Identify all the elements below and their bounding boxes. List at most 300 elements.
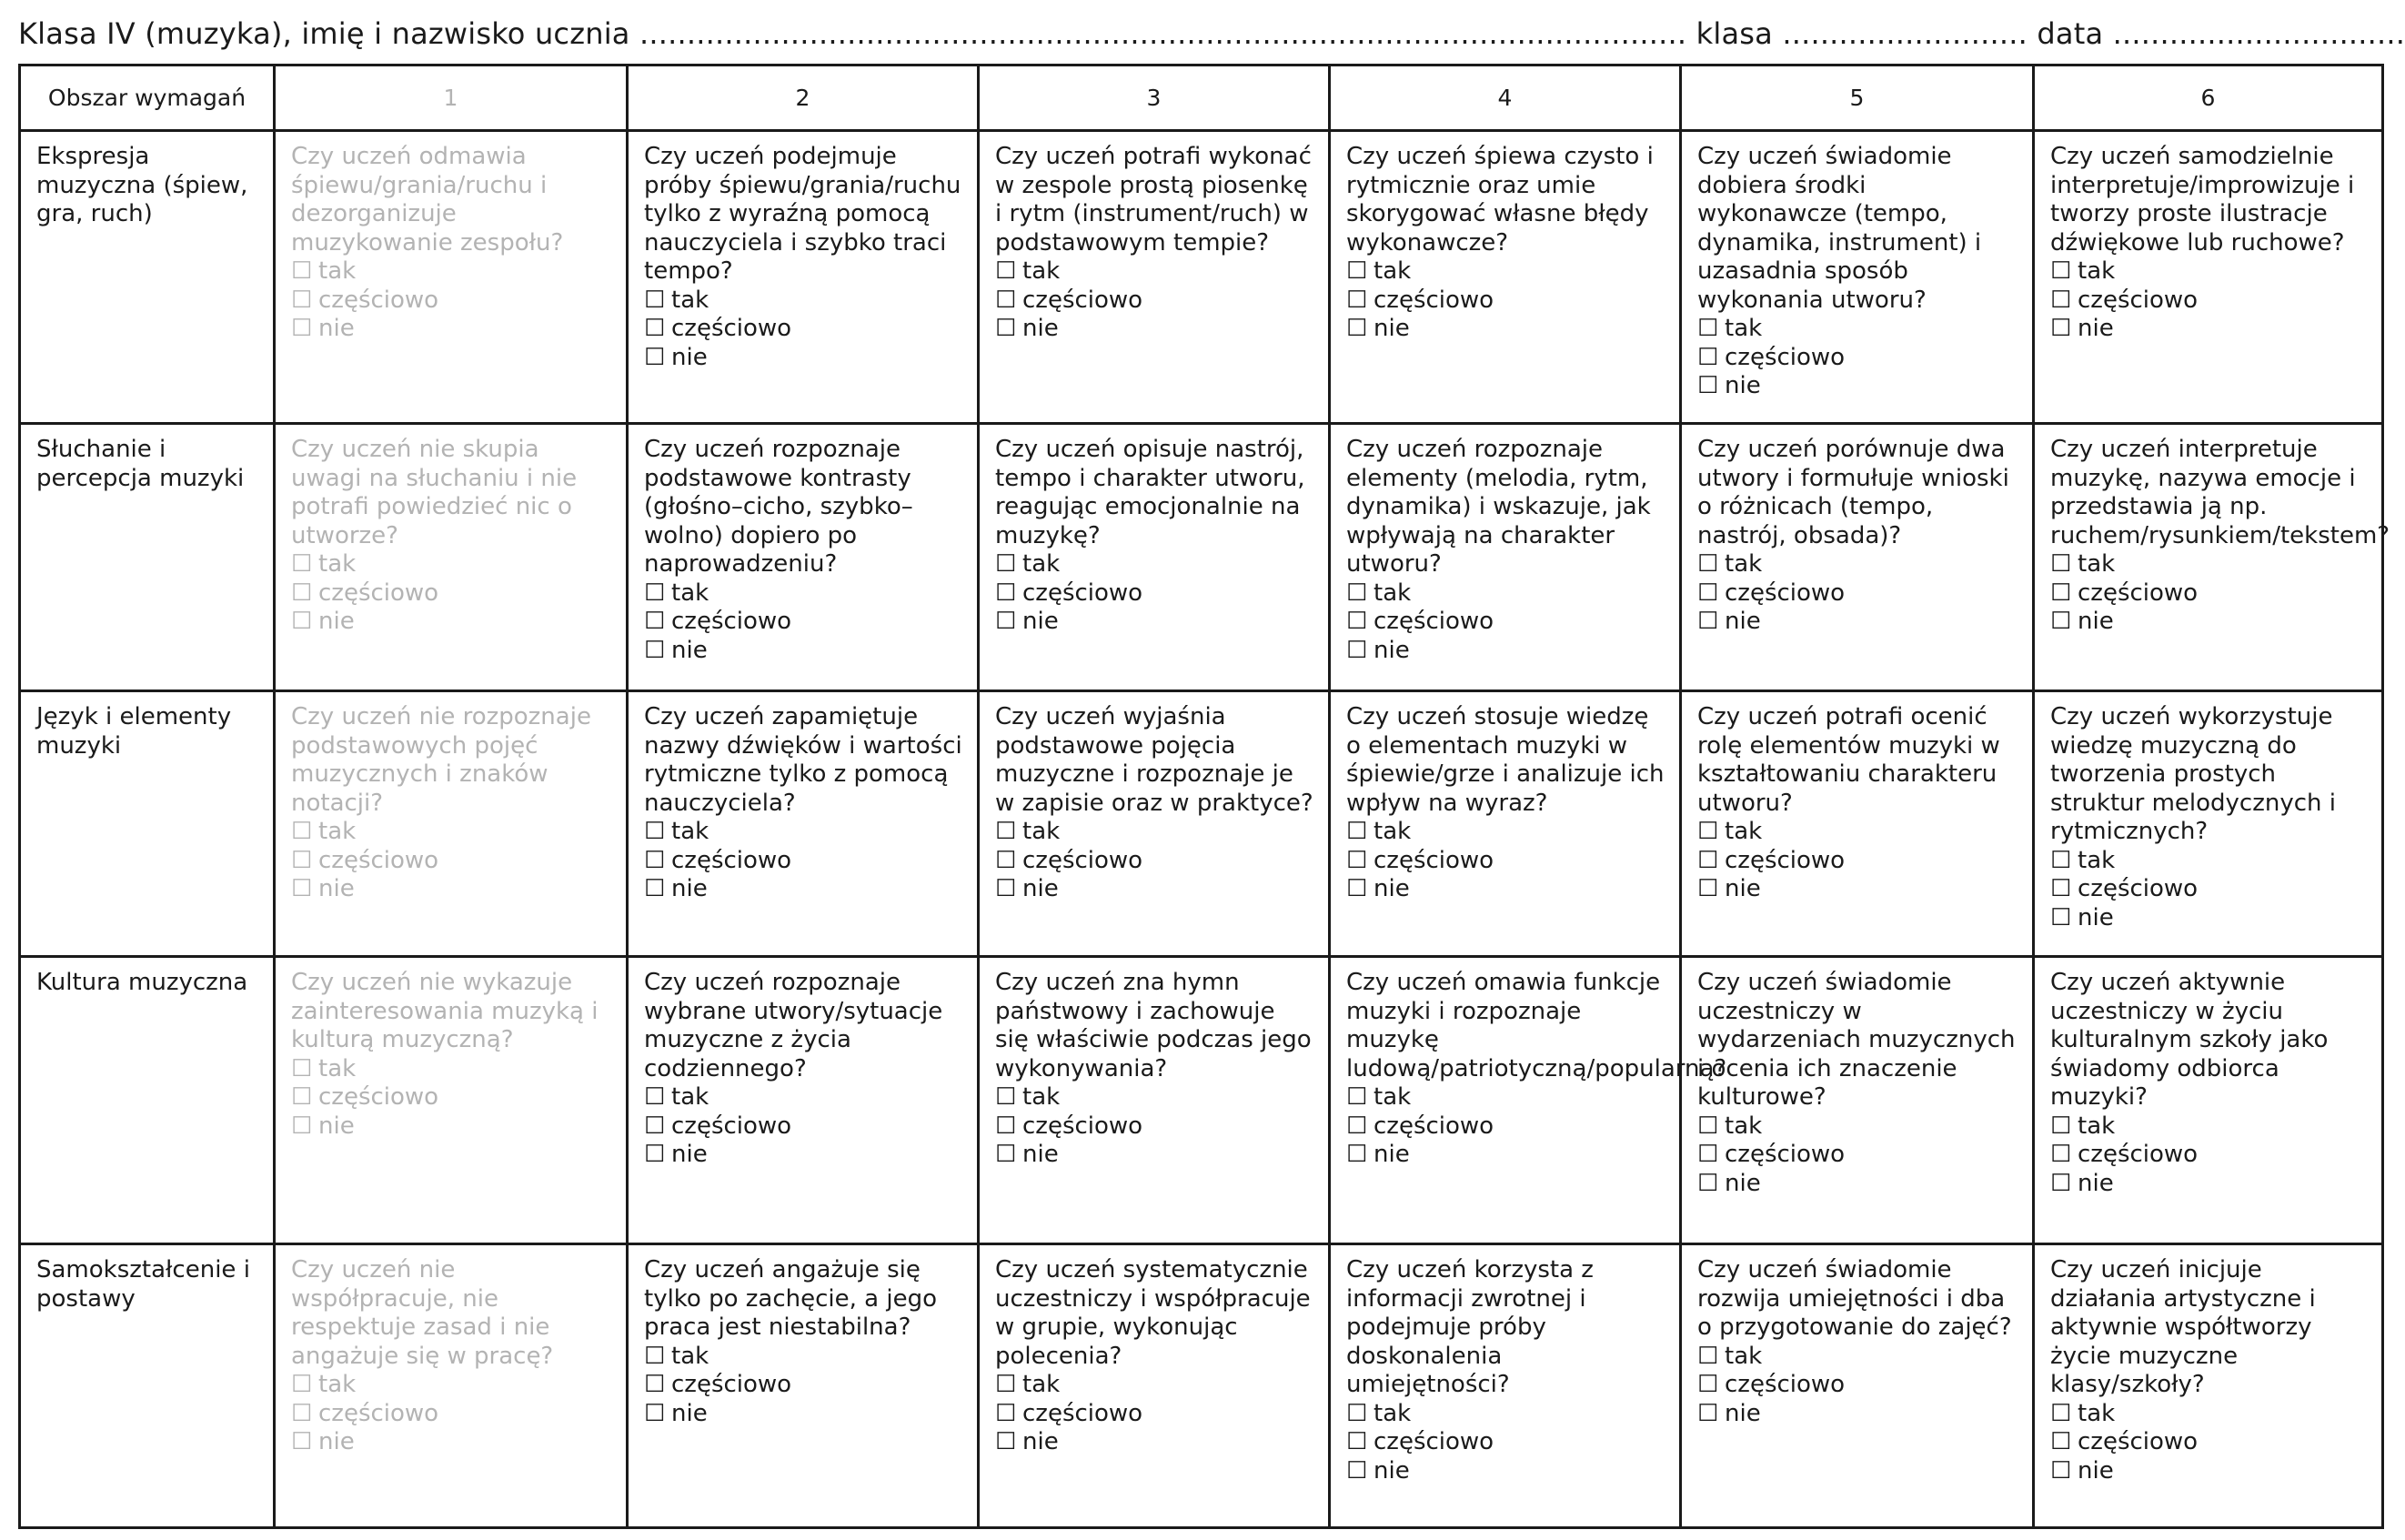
criteria-cell-grade-1 (275, 691, 628, 957)
worksheet-header (18, 13, 2405, 55)
criteria-cell-grade-3 (979, 691, 1330, 957)
checkbox-icon[interactable]: ☐ (1697, 315, 1719, 342)
answer-option[interactable] (1697, 315, 2019, 344)
answer-option-label: tak (2078, 1399, 2116, 1427)
checkbox-icon[interactable]: ☐ (1697, 1399, 1719, 1427)
answer-option[interactable] (291, 1055, 613, 1084)
criteria-cell-grade-1 (275, 424, 628, 691)
answer-option[interactable] (2050, 847, 2369, 876)
answer-option-label: częściowo (1022, 1399, 1143, 1427)
answer-option[interactable] (644, 1112, 964, 1142)
checkbox-icon[interactable]: ☐ (291, 818, 313, 845)
criteria-question: Czy uczeń nie rozpoznaje podstawowych pojęć muzycznych i znaków notacji? (291, 703, 591, 817)
answer-option[interactable] (1697, 344, 2019, 373)
checkbox-icon[interactable]: ☐ (1697, 1112, 1719, 1140)
criteria-question: Czy uczeń opisuje nastrój, tempo i charakter utworu, reagując emocjonalnie na muzykę? (995, 436, 1305, 549)
answer-option[interactable] (291, 1112, 613, 1142)
checkbox-icon[interactable]: ☐ (644, 1112, 666, 1140)
criteria-cell-grade-5 (1681, 131, 2034, 424)
answer-option[interactable] (995, 1371, 1315, 1400)
answer-option-label: częściowo (318, 1399, 439, 1427)
criteria-question: Czy uczeń nie wykazuje zainteresowania muzyką i kulturą muzyczną? (291, 969, 599, 1053)
answer-option[interactable] (291, 608, 613, 637)
requirement-area-label: Ekspresja muzyczna (śpiew, gra, ruch) (20, 131, 275, 424)
answer-option-label: nie (1022, 1428, 1059, 1455)
checkbox-icon[interactable]: ☐ (995, 608, 1017, 635)
checkbox-icon[interactable]: ☐ (995, 875, 1017, 902)
checkbox-icon[interactable]: ☐ (1697, 1141, 1719, 1168)
answer-option-label: nie (1725, 1169, 1761, 1197)
answer-option-label: częściowo (1022, 286, 1143, 314)
criteria-cell-grade-2 (628, 424, 979, 691)
checkbox-icon[interactable]: ☐ (1697, 1169, 1719, 1197)
checkbox-icon[interactable]: ☐ (1346, 315, 1368, 342)
criteria-cell-grade-6 (2034, 1244, 2383, 1528)
checkbox-icon[interactable]: ☐ (644, 315, 666, 342)
answer-option-label: częściowo (1374, 1112, 1494, 1140)
checkbox-icon[interactable]: ☐ (1346, 1141, 1368, 1168)
answer-option[interactable] (291, 818, 613, 847)
answer-option[interactable] (291, 579, 613, 609)
checkbox-icon[interactable]: ☐ (1346, 579, 1368, 607)
checkbox-icon[interactable]: ☐ (1346, 1428, 1368, 1455)
checkbox-icon[interactable]: ☐ (644, 818, 666, 845)
answer-option-label: tak (1022, 818, 1061, 845)
answer-option[interactable] (995, 1428, 1315, 1457)
requirement-area-label: Język i elementy muzyki (20, 691, 275, 957)
answer-option[interactable] (2050, 257, 2369, 287)
answer-option[interactable] (1697, 579, 2019, 609)
criteria-question: Czy uczeń świadomie uczestniczy w wydarzeniach muzycznych i ocenia ich znaczenie kulturowe? (1697, 969, 2016, 1111)
answer-option[interactable] (995, 1083, 1315, 1112)
answer-option[interactable] (291, 875, 613, 904)
answer-option[interactable] (2050, 1428, 2369, 1457)
criteria-question: Czy uczeń aktywnie uczestniczy w życiu kulturalnym szkoły jako świadomy odbiorca muzyki? (2050, 969, 2329, 1111)
criteria-question: Czy uczeń śpiewa czysto i rytmicznie oraz umie skorygować własne błędy wykonawcze? (1346, 143, 1654, 257)
checkbox-icon[interactable]: ☐ (2050, 1399, 2072, 1427)
checkbox-icon[interactable]: ☐ (644, 846, 666, 874)
checkbox-icon[interactable]: ☐ (1346, 1083, 1368, 1111)
criteria-cell-grade-4 (1330, 424, 1681, 691)
answer-option[interactable] (995, 875, 1315, 904)
answer-option[interactable] (1346, 257, 1666, 287)
answer-option[interactable] (995, 315, 1315, 344)
grade-header-4: 4 (1330, 65, 1681, 131)
class-label: klasa (1696, 16, 1773, 51)
criteria-question: Czy uczeń potrafi ocenić rolę elementów muzyki w kształtowaniu charakteru utworu? (1697, 703, 2000, 817)
date-field[interactable]: ............................... (2112, 16, 2405, 51)
checkbox-icon[interactable]: ☐ (291, 1428, 313, 1455)
answer-option-label: nie (1374, 875, 1410, 902)
answer-option[interactable] (1697, 1112, 2019, 1142)
answer-option[interactable] (291, 315, 613, 344)
checkbox-icon[interactable]: ☐ (2050, 846, 2072, 874)
answer-option[interactable] (291, 550, 613, 579)
checkbox-icon[interactable]: ☐ (2050, 257, 2072, 285)
answer-option-label: tak (318, 1054, 357, 1082)
checkbox-icon[interactable]: ☐ (2050, 903, 2072, 931)
grade-header-1: 1 (275, 65, 628, 131)
checkbox-icon[interactable]: ☐ (644, 636, 666, 664)
checkbox-icon[interactable]: ☐ (1697, 818, 1719, 845)
answer-option[interactable] (995, 1400, 1315, 1429)
answer-option[interactable] (1697, 372, 2019, 401)
answer-option[interactable] (995, 847, 1315, 876)
answer-option[interactable] (2050, 1112, 2369, 1142)
criteria-cell-grade-6 (2034, 957, 2383, 1244)
checkbox-icon[interactable]: ☐ (1346, 636, 1368, 664)
answer-option[interactable] (1697, 550, 2019, 579)
answer-option[interactable] (995, 287, 1315, 316)
answer-option[interactable] (2050, 287, 2369, 316)
checkbox-icon[interactable]: ☐ (1697, 1371, 1719, 1398)
answer-option-label: tak (1725, 315, 1763, 342)
answer-option[interactable] (644, 847, 964, 876)
checkbox-icon[interactable]: ☐ (2050, 550, 2072, 578)
answer-option-label: częściowo (1374, 608, 1494, 635)
criteria-cell-grade-3 (979, 957, 1330, 1244)
answer-option[interactable] (1697, 1141, 2019, 1170)
checkbox-icon[interactable]: ☐ (995, 315, 1017, 342)
checkbox-icon[interactable]: ☐ (1346, 286, 1368, 314)
answer-option-label: nie (318, 875, 355, 902)
answer-option[interactable] (291, 257, 613, 287)
answer-option[interactable] (644, 1141, 964, 1170)
answer-option-label: nie (1022, 875, 1059, 902)
criteria-question: Czy uczeń inicjuje działania artystyczne i aktywnie współtworzy życie muzyczne klasy/szkoły? (2050, 1256, 2316, 1398)
answer-option[interactable] (995, 818, 1315, 847)
checkbox-icon[interactable]: ☐ (291, 1399, 313, 1427)
checkbox-icon[interactable]: ☐ (291, 1112, 313, 1140)
answer-option[interactable] (995, 579, 1315, 609)
answer-option[interactable] (1346, 608, 1666, 637)
checkbox-icon[interactable]: ☐ (995, 257, 1017, 285)
answer-option-label: tak (1725, 550, 1763, 578)
checkbox-icon[interactable]: ☐ (995, 1399, 1017, 1427)
answer-option-label: tak (2078, 846, 2116, 874)
checkbox-icon[interactable]: ☐ (644, 875, 666, 902)
checkbox-icon[interactable]: ☐ (291, 550, 313, 578)
checkbox-icon[interactable]: ☐ (291, 315, 313, 342)
checkbox-icon[interactable]: ☐ (291, 1083, 313, 1111)
answer-option[interactable] (644, 579, 964, 609)
answer-option[interactable] (995, 257, 1315, 287)
answer-option-label: nie (671, 1141, 708, 1168)
answer-option[interactable] (1697, 1400, 2019, 1429)
checkbox-icon[interactable]: ☐ (1697, 579, 1719, 607)
checkbox-icon[interactable]: ☐ (1697, 608, 1719, 635)
criteria-question: Czy uczeń podejmuje próby śpiewu/grania/ruchu tylko z wyraźną pomocą nauczyciela i szybko traci tempo? (644, 143, 961, 285)
answer-option[interactable] (644, 344, 964, 373)
checkbox-icon[interactable]: ☐ (995, 579, 1017, 607)
criteria-question: Czy uczeń korzysta z informacji zwrotnej i podejmuje próby doskonalenia umiejętności? (1346, 1256, 1594, 1398)
class-field[interactable]: .......................... (1782, 16, 2028, 51)
checkbox-icon[interactable]: ☐ (644, 1371, 666, 1398)
checkbox-icon[interactable]: ☐ (995, 1083, 1017, 1111)
student-name-field[interactable]: ............................................................................................................... (639, 16, 1687, 51)
checkbox-icon[interactable]: ☐ (644, 343, 666, 371)
worksheet-title: Klasa IV (muzyka), imię i nazwisko ucznia (18, 16, 630, 51)
answer-option-label: tak (1022, 257, 1061, 285)
answer-option[interactable] (1346, 1083, 1666, 1112)
answer-option[interactable] (1346, 315, 1666, 344)
answer-option-label: tak (2078, 1112, 2116, 1140)
answer-option[interactable] (644, 315, 964, 344)
answer-option-label: częściowo (1374, 286, 1494, 314)
answer-option[interactable] (291, 1428, 613, 1457)
answer-option-label: tak (1022, 1371, 1061, 1398)
answer-option-label: tak (318, 257, 357, 285)
checkbox-icon[interactable]: ☐ (291, 579, 313, 607)
answer-option-label: częściowo (671, 608, 792, 635)
checkbox-icon[interactable]: ☐ (2050, 1456, 2072, 1485)
answer-option-label: częściowo (1374, 846, 1494, 874)
answer-option[interactable] (1697, 1343, 2019, 1372)
answer-option-label: tak (1725, 818, 1763, 845)
answer-option[interactable] (644, 287, 964, 316)
checkbox-icon[interactable]: ☐ (2050, 1428, 2072, 1455)
answer-option-label: nie (2078, 315, 2114, 342)
answer-option[interactable] (2050, 550, 2369, 579)
checkbox-icon[interactable]: ☐ (291, 875, 313, 902)
criteria-question: Czy uczeń zapamiętuje nazwy dźwięków i wartości rytmiczne tylko z pomocą nauczyciela? (644, 703, 962, 817)
answer-option[interactable] (291, 1083, 613, 1112)
checkbox-icon[interactable]: ☐ (644, 1342, 666, 1370)
checkbox-icon[interactable]: ☐ (1697, 550, 1719, 578)
table-row (20, 957, 2383, 1244)
answer-option[interactable] (995, 550, 1315, 579)
checkbox-icon[interactable]: ☐ (2050, 315, 2072, 342)
answer-option-label: częściowo (1725, 1371, 1846, 1398)
answer-option-label: tak (1374, 1399, 1412, 1427)
checkbox-icon[interactable]: ☐ (995, 1371, 1017, 1398)
criteria-question: Czy uczeń wyjaśnia podstawowe pojęcia muzyczne i rozpoznaje je w zapisie oraz w praktyce? (995, 703, 1313, 817)
table-row (20, 691, 2383, 957)
checkbox-icon[interactable]: ☐ (2050, 579, 2072, 607)
checkbox-icon[interactable]: ☐ (644, 579, 666, 607)
answer-option-label: nie (1725, 608, 1761, 635)
criteria-question: Czy uczeń rozpoznaje wybrane utwory/sytuacje muzyczne z życia codziennego? (644, 969, 943, 1082)
answer-option-label: nie (2078, 1169, 2114, 1197)
checkbox-icon[interactable]: ☐ (291, 1371, 313, 1398)
checkbox-icon[interactable]: ☐ (291, 257, 313, 285)
answer-option[interactable] (2050, 608, 2369, 637)
answer-option-label: częściowo (318, 286, 439, 314)
requirement-area-label: Samokształcenie i postawy (20, 1244, 275, 1528)
answer-option-label: nie (671, 343, 708, 371)
criteria-cell-grade-4 (1330, 131, 1681, 424)
answer-option[interactable] (1346, 847, 1666, 876)
answer-option-label: częściowo (318, 846, 439, 874)
grade-header-6: 6 (2034, 65, 2383, 131)
checkbox-icon[interactable]: ☐ (995, 286, 1017, 314)
answer-option-label: tak (1022, 1083, 1061, 1111)
answer-option[interactable] (1346, 287, 1666, 316)
checkbox-icon[interactable]: ☐ (995, 550, 1017, 578)
table-row (20, 131, 2383, 424)
criteria-question: Czy uczeń omawia funkcje muzyki i rozpoznaje muzykę ludową/patriotyczną/popularną? (1346, 969, 1727, 1082)
answer-option[interactable] (1346, 1428, 1666, 1457)
answer-option-label: nie (318, 315, 355, 342)
checkbox-icon[interactable]: ☐ (644, 1141, 666, 1168)
criteria-cell-grade-2 (628, 691, 979, 957)
answer-option[interactable] (1697, 1371, 2019, 1400)
answer-option[interactable] (2050, 579, 2369, 609)
answer-option[interactable] (1346, 875, 1666, 904)
checkbox-icon[interactable]: ☐ (1346, 818, 1368, 845)
criteria-question: Czy uczeń rozpoznaje podstawowe kontrasty (głośno–cicho, szybko–wolno) dopiero po naprowadzeniu? (644, 436, 913, 578)
criteria-question: Czy uczeń nie współpracuje, nie respektuje zasad i nie angażuje się w pracę? (291, 1256, 554, 1370)
checkbox-icon[interactable]: ☐ (644, 286, 666, 314)
answer-option-label: nie (318, 1112, 355, 1140)
answer-option[interactable] (644, 637, 964, 666)
answer-option-label: częściowo (2078, 875, 2199, 902)
criteria-cell-grade-1 (275, 1244, 628, 1528)
answer-option-label: tak (318, 550, 357, 578)
criteria-cell-grade-5 (1681, 691, 2034, 957)
checkbox-icon[interactable]: ☐ (2050, 1112, 2072, 1140)
criteria-question: Czy uczeń nie skupia uwagi na słuchaniu i nie potrafi powiedzieć nic o utworze? (291, 436, 578, 549)
checkbox-icon[interactable]: ☐ (2050, 286, 2072, 314)
criteria-cell-grade-5 (1681, 424, 2034, 691)
answer-option[interactable] (1697, 818, 2019, 847)
answer-option[interactable] (1346, 1400, 1666, 1429)
checkbox-icon[interactable]: ☐ (644, 1083, 666, 1111)
checkbox-icon[interactable]: ☐ (291, 846, 313, 874)
checkbox-icon[interactable]: ☐ (291, 286, 313, 314)
checkbox-icon[interactable]: ☐ (1697, 1342, 1719, 1370)
answer-option-label: częściowo (2078, 286, 2199, 314)
answer-option[interactable] (644, 1400, 964, 1429)
answer-option[interactable] (1697, 847, 2019, 876)
checkbox-icon[interactable]: ☐ (2050, 608, 2072, 635)
answer-option-label: nie (1022, 1141, 1059, 1168)
criteria-question: Czy uczeń rozpoznaje elementy (melodia, rytm, dynamika) i wskazuje, jak wpływają na charakter utworu? (1346, 436, 1651, 578)
checkbox-icon[interactable]: ☐ (1346, 875, 1368, 902)
answer-option-label: częściowo (1022, 579, 1143, 607)
checkbox-icon[interactable]: ☐ (2050, 875, 2072, 902)
answer-option[interactable] (2050, 1170, 2369, 1199)
answer-option[interactable] (1346, 1112, 1666, 1142)
answer-option[interactable] (1346, 818, 1666, 847)
criteria-question: Czy uczeń stosuje wiedzę o elementach muzyki w śpiewie/grze i analizuje ich wpływ na wyraz? (1346, 703, 1665, 817)
answer-option[interactable] (644, 1343, 964, 1372)
answer-option-label: tak (1725, 1342, 1763, 1370)
answer-option[interactable] (2050, 1400, 2369, 1429)
answer-option-label: częściowo (318, 1083, 439, 1111)
checkbox-icon[interactable]: ☐ (291, 1054, 313, 1082)
answer-option-label: nie (318, 608, 355, 635)
answer-option-label: tak (1374, 818, 1412, 845)
checkbox-icon[interactable]: ☐ (1346, 846, 1368, 874)
criteria-cell-grade-3 (979, 131, 1330, 424)
assessment-table (18, 64, 2390, 1529)
answer-option[interactable] (1346, 1457, 1666, 1486)
checkbox-icon[interactable]: ☐ (644, 608, 666, 635)
criteria-cell-grade-5 (1681, 957, 2034, 1244)
checkbox-icon[interactable]: ☐ (291, 608, 313, 635)
answer-option[interactable] (995, 608, 1315, 637)
answer-option[interactable] (1697, 875, 2019, 904)
requirement-area-label: Kultura muzyczna (20, 957, 275, 1244)
answer-option-label: tak (318, 818, 357, 845)
checkbox-icon[interactable]: ☐ (995, 1428, 1017, 1455)
answer-option[interactable] (1346, 579, 1666, 609)
checkbox-icon[interactable]: ☐ (1346, 1112, 1368, 1140)
answer-option-label: częściowo (2078, 1428, 2199, 1455)
checkbox-icon[interactable]: ☐ (2050, 1169, 2072, 1197)
answer-option-label: nie (1374, 1456, 1410, 1485)
answer-option[interactable] (644, 608, 964, 637)
criteria-cell-grade-4 (1330, 691, 1681, 957)
checkbox-icon[interactable]: ☐ (1346, 257, 1368, 285)
checkbox-icon[interactable]: ☐ (2050, 1141, 2072, 1168)
answer-option[interactable] (1346, 1141, 1666, 1170)
checkbox-icon[interactable]: ☐ (644, 1399, 666, 1427)
checkbox-icon[interactable]: ☐ (1697, 846, 1719, 874)
checkbox-icon[interactable]: ☐ (1697, 875, 1719, 902)
answer-option[interactable] (291, 1400, 613, 1429)
answer-option-label: tak (1374, 579, 1412, 607)
answer-option[interactable] (2050, 1457, 2369, 1486)
answer-option-label: nie (1725, 1399, 1761, 1427)
answer-option[interactable] (2050, 1141, 2369, 1170)
checkbox-icon[interactable]: ☐ (995, 1141, 1017, 1168)
table-row (20, 424, 2383, 691)
requirement-area-label: Słuchanie i percepcja muzyki (20, 424, 275, 691)
criteria-question: Czy uczeń świadomie dobiera środki wykonawcze (tempo, dynamika, instrument) i uzasadnia sposób wykonania utworu? (1697, 143, 1982, 314)
answer-option-label: nie (1374, 636, 1410, 664)
answer-option-label: częściowo (1725, 846, 1846, 874)
checkbox-icon[interactable]: ☐ (995, 1112, 1017, 1140)
answer-option[interactable] (291, 1371, 613, 1400)
answer-option[interactable] (1697, 1170, 2019, 1199)
checkbox-icon[interactable]: ☐ (995, 818, 1017, 845)
answer-option[interactable] (2050, 875, 2369, 904)
answer-option[interactable] (995, 1112, 1315, 1142)
criteria-cell-grade-4 (1330, 957, 1727, 1244)
answer-option[interactable] (644, 818, 964, 847)
criteria-question: Czy uczeń zna hymn państwowy i zachowuje się właściwie podczas jego wykonywania? (995, 969, 1312, 1082)
checkbox-icon[interactable]: ☐ (1697, 372, 1719, 399)
answer-option[interactable] (2050, 315, 2369, 344)
answer-option-label: częściowo (671, 1112, 792, 1140)
answer-option[interactable] (2050, 904, 2369, 933)
answer-option[interactable] (644, 875, 964, 904)
answer-option-label: nie (671, 636, 708, 664)
answer-option[interactable] (1346, 637, 1666, 666)
table-row (20, 1244, 2383, 1528)
answer-option[interactable] (291, 287, 613, 316)
answer-option-label: częściowo (671, 1371, 792, 1398)
table-header-row (20, 65, 2383, 131)
checkbox-icon[interactable]: ☐ (1346, 1399, 1368, 1427)
criteria-question: Czy uczeń porównuje dwa utwory i formułuje wnioski o różnicach (tempo, nastrój, obsada)? (1697, 436, 2009, 549)
checkbox-icon[interactable]: ☐ (1346, 1456, 1368, 1485)
checkbox-icon[interactable]: ☐ (1697, 343, 1719, 371)
checkbox-icon[interactable]: ☐ (1346, 608, 1368, 635)
answer-option[interactable] (644, 1371, 964, 1400)
criteria-question: Czy uczeń świadomie rozwija umiejętności i dba o przygotowanie do zajęć? (1697, 1256, 2012, 1341)
answer-option[interactable] (1697, 608, 2019, 637)
criteria-cell-grade-3 (979, 1244, 1330, 1528)
answer-option[interactable] (644, 1083, 964, 1112)
checkbox-icon[interactable]: ☐ (995, 846, 1017, 874)
answer-option-label: nie (1022, 315, 1059, 342)
answer-option[interactable] (291, 847, 613, 876)
answer-option[interactable] (995, 1141, 1315, 1170)
answer-option-label: częściowo (2078, 579, 2199, 607)
